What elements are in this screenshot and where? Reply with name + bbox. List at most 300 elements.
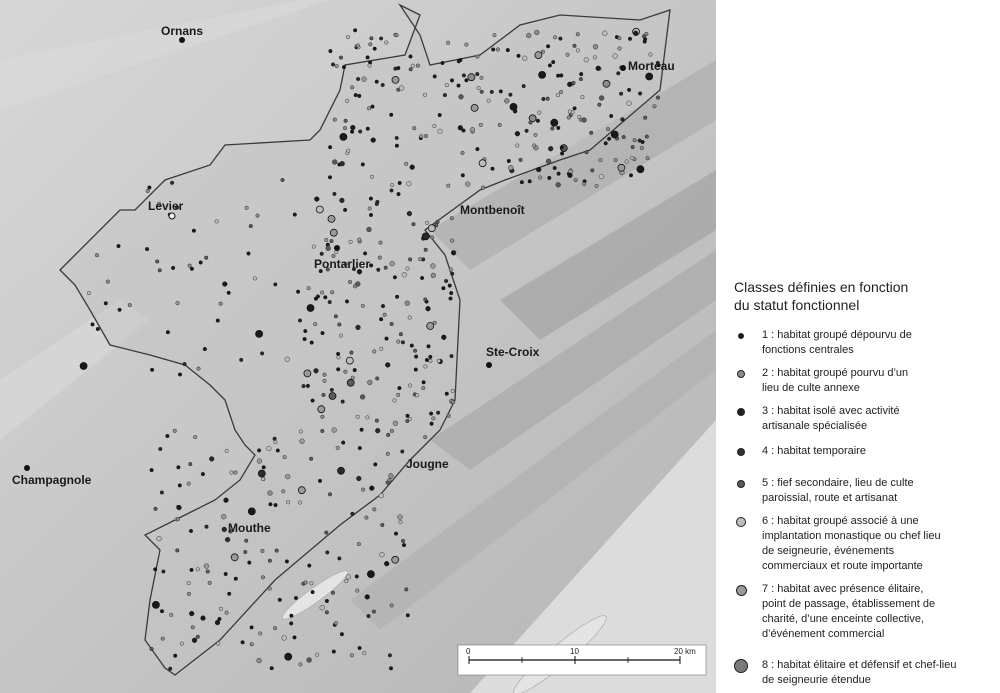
- settlement-dot: [584, 57, 589, 62]
- settlement-dot: [225, 449, 229, 453]
- settlement-dot: [312, 245, 316, 249]
- settlement-dot: [401, 539, 405, 543]
- settlement-dot: [298, 501, 302, 505]
- settlement-dot: [450, 272, 454, 276]
- settlement-dot: [366, 127, 370, 131]
- settlement-dot: [381, 83, 385, 87]
- settlement-dot: [576, 49, 580, 53]
- settlement-dot: [257, 658, 262, 663]
- town-label-levier: Levier: [148, 199, 184, 213]
- settlement-dot: [630, 156, 634, 160]
- settlement-dot: [366, 416, 370, 420]
- settlement-dot: [351, 512, 355, 516]
- settlement-dot: [416, 64, 420, 68]
- settlement-dot: [385, 337, 389, 341]
- settlement-dot: [356, 77, 360, 81]
- settlement-dot: [368, 64, 372, 68]
- settlement-dot: [365, 595, 370, 600]
- settlement-dot: [465, 182, 470, 187]
- settlement-dot: [449, 297, 453, 301]
- scale-label-10: 10: [570, 647, 579, 656]
- settlement-dot: [346, 35, 350, 39]
- settlement-dot: [340, 161, 345, 166]
- legend-text-class-8: de seigneurie étendue: [762, 674, 871, 686]
- settlement-dot: [104, 302, 108, 306]
- settlement-dot: [153, 568, 157, 572]
- legend-title-line-1: Classes définies en fonction: [734, 279, 909, 295]
- settlement-dot: [166, 434, 170, 438]
- settlement-dot: [320, 291, 324, 295]
- settlement-dot: [187, 581, 191, 585]
- settlement-dot: [329, 393, 336, 400]
- settlement-dot: [606, 127, 610, 131]
- settlement-dot: [370, 37, 374, 41]
- settlement-dot: [325, 531, 329, 535]
- settlement-dot: [247, 252, 251, 256]
- settlement-dot: [437, 359, 441, 363]
- settlement-dot: [309, 457, 313, 461]
- legend-text-class-5: paroissial, route et artisanat: [762, 492, 898, 504]
- settlement-dot: [528, 180, 532, 184]
- settlement-dot: [155, 260, 159, 264]
- legend-symbol-class-3: [734, 404, 754, 420]
- settlement-dot: [399, 332, 403, 336]
- settlement-dot: [157, 536, 162, 541]
- settlement-dot: [556, 93, 560, 97]
- legend-text-class-7: charité, d’une enceinte collective,: [762, 613, 925, 625]
- town-label-mouthe: Mouthe: [228, 521, 271, 535]
- settlement-dot: [413, 349, 417, 353]
- settlement-dot: [91, 323, 95, 327]
- settlement-dot: [378, 256, 382, 260]
- settlement-dot: [379, 493, 384, 498]
- settlement-dot: [509, 93, 513, 97]
- town-label-pontarlier: Pontarlier: [314, 257, 371, 271]
- settlement-dot: [373, 47, 377, 51]
- settlement-dot: [302, 384, 306, 388]
- settlement-dot: [567, 116, 571, 120]
- settlement-dot: [450, 239, 454, 243]
- settlement-dot: [457, 84, 461, 88]
- settlement-dot: [429, 412, 433, 416]
- settlement-dot: [341, 400, 345, 404]
- settlement-dot: [326, 246, 331, 251]
- settlement-dot: [526, 33, 531, 38]
- settlement-dot: [462, 74, 466, 78]
- settlement-dot: [557, 126, 561, 130]
- settlement-dot: [418, 257, 422, 261]
- settlement-dot: [320, 605, 325, 610]
- scale-label-0: 0: [466, 647, 471, 656]
- settlement-dot: [330, 388, 334, 392]
- settlement-dot: [560, 74, 564, 78]
- settlement-dot: [358, 94, 362, 98]
- settlement-dot: [328, 493, 332, 497]
- settlement-dot: [490, 90, 494, 94]
- town-morteau: [620, 59, 675, 73]
- settlement-dot: [599, 174, 604, 179]
- legend-text-class-6: 6 : habitat groupé associé à une: [762, 515, 919, 527]
- settlement-dot: [345, 99, 349, 103]
- settlement-dot: [244, 550, 248, 554]
- settlement-dot: [307, 286, 311, 290]
- settlement-dot: [318, 479, 322, 483]
- settlement-dot: [330, 229, 337, 236]
- legend-title-line-2: du statut fonctionnel: [734, 297, 860, 313]
- settlement-dot: [389, 113, 393, 117]
- settlement-dot: [394, 532, 398, 536]
- settlement-dot: [499, 90, 503, 94]
- settlement-dot: [178, 484, 182, 488]
- settlement-dot: [383, 313, 387, 317]
- legend-text-class-7: 7 : habitat avec présence élitaire,: [762, 583, 924, 595]
- settlement-dot: [367, 227, 372, 232]
- settlement-dot: [80, 363, 87, 370]
- settlement-dot: [433, 124, 437, 128]
- settlement-dot: [618, 36, 622, 40]
- settlement-dot: [546, 97, 550, 101]
- settlement-dot: [384, 266, 388, 270]
- settlement-dot: [404, 162, 408, 166]
- settlement-dot: [408, 417, 412, 421]
- settlement-dot: [177, 466, 181, 470]
- settlement-dot: [334, 315, 338, 319]
- settlement-dot: [326, 551, 330, 555]
- settlement-dot: [583, 182, 587, 186]
- settlement-dot: [215, 620, 220, 625]
- settlement-dot: [379, 241, 383, 245]
- settlement-dot: [367, 614, 371, 618]
- settlement-dot: [432, 417, 436, 421]
- settlement-dot: [566, 53, 570, 57]
- settlement-dot: [250, 626, 254, 630]
- settlement-dot: [298, 319, 302, 323]
- town-mouthe: [228, 521, 271, 535]
- settlement-dot: [611, 131, 618, 138]
- settlement-dot: [322, 393, 326, 397]
- settlement-dot: [373, 508, 377, 512]
- settlement-dot: [261, 549, 265, 553]
- settlement-dot: [219, 302, 223, 306]
- settlement-dot: [438, 129, 443, 134]
- settlement-dot: [293, 213, 297, 217]
- settlement-dot: [368, 207, 372, 211]
- settlement-dot: [257, 449, 261, 453]
- town-label-montbenoit: Montbenoît: [460, 203, 525, 217]
- legend-item-class-3: [734, 404, 900, 434]
- settlement-dot: [241, 641, 245, 645]
- settlement-dot: [424, 248, 428, 252]
- settlement-dot: [573, 107, 577, 111]
- settlement-dot: [152, 601, 159, 608]
- settlement-dot: [508, 165, 513, 170]
- settlement-dot: [266, 446, 271, 451]
- settlement-dot: [162, 570, 166, 574]
- settlement-dot: [445, 392, 449, 396]
- settlement-dot: [222, 527, 227, 532]
- settlement-dot: [269, 503, 273, 507]
- settlement-dot: [436, 220, 440, 224]
- settlement-dot: [493, 33, 497, 37]
- settlement-dot: [534, 133, 538, 137]
- settlement-dot: [401, 450, 405, 454]
- settlement-dot: [361, 488, 365, 492]
- settlement-dot: [330, 239, 334, 243]
- settlement-dot: [392, 76, 399, 83]
- settlement-dot: [268, 587, 272, 591]
- settlement-dot: [371, 105, 375, 109]
- settlement-dot: [356, 325, 361, 330]
- settlement-dot: [176, 301, 180, 305]
- settlement-dot: [448, 284, 452, 288]
- settlement-dot: [366, 56, 370, 60]
- settlement-dot: [649, 53, 653, 57]
- settlement-dot: [369, 486, 374, 491]
- settlement-dot: [373, 350, 377, 354]
- settlement-dot: [183, 362, 187, 366]
- legend-symbol-class-2: [734, 366, 754, 382]
- town-label-champagnole: Champagnole: [12, 473, 92, 487]
- settlement-dot: [425, 358, 429, 362]
- settlement-dot: [154, 507, 158, 511]
- settlement-dot: [337, 356, 341, 360]
- legend-symbol-class-1: [734, 328, 754, 344]
- settlement-dot: [423, 435, 427, 439]
- settlement-dot: [87, 291, 91, 295]
- town-label-ste-croix: Ste-Croix: [486, 345, 540, 359]
- settlement-dot: [642, 34, 646, 38]
- settlement-dot: [323, 379, 327, 383]
- settlement-dot: [209, 457, 214, 462]
- settlement-dot: [281, 178, 285, 182]
- town-label-morteau: Morteau: [628, 59, 675, 73]
- settlement-dot: [303, 337, 307, 341]
- settlement-dot: [161, 637, 165, 641]
- settlement-dot: [311, 590, 315, 594]
- settlement-dot: [307, 305, 314, 312]
- settlement-dot: [379, 317, 383, 321]
- settlement-dot: [274, 440, 278, 444]
- settlement-dot: [234, 577, 238, 581]
- settlement-dot: [582, 118, 587, 123]
- settlement-dot: [224, 572, 228, 576]
- legend-text-class-7: d’événement commercial: [762, 628, 885, 640]
- settlement-dot: [388, 478, 392, 482]
- settlement-dot: [405, 588, 409, 592]
- settlement-dot: [629, 174, 633, 178]
- settlement-dot: [168, 667, 172, 671]
- settlement-dot: [398, 181, 402, 185]
- settlement-dot: [390, 183, 394, 187]
- settlement-dot: [402, 543, 406, 547]
- legend-title: [734, 278, 994, 314]
- settlement-dot: [336, 352, 340, 356]
- legend-text-class-5: 5 : fief secondaire, lieu de culte: [762, 477, 914, 489]
- settlement-dot: [477, 86, 481, 90]
- settlement-dot: [390, 429, 394, 433]
- settlement-dot: [447, 414, 451, 418]
- settlement-dot: [476, 147, 480, 151]
- settlement-dot: [225, 611, 229, 615]
- settlement-dot: [548, 176, 552, 180]
- settlement-dot: [559, 90, 563, 94]
- settlement-dot: [579, 77, 583, 81]
- settlement-dot: [406, 267, 410, 271]
- settlement-dot: [160, 491, 164, 495]
- settlement-dot: [574, 178, 578, 182]
- settlement-dot: [250, 643, 254, 647]
- settlement-dot: [441, 61, 445, 65]
- settlement-dot: [196, 635, 200, 639]
- settlement-dot: [334, 621, 338, 625]
- settlement-dot: [431, 273, 436, 278]
- settlement-dot: [259, 632, 263, 636]
- settlement-dot: [444, 279, 448, 283]
- legend-text-class-8: 8 : habitat élitaire et défensif et chef-lieu: [762, 659, 957, 671]
- legend-text-class-3: 3 : habitat isolé avec activité: [762, 405, 900, 417]
- settlement-dot: [535, 52, 542, 59]
- settlement-dot: [282, 490, 286, 494]
- settlement-dot: [397, 192, 401, 196]
- settlement-dot: [607, 137, 611, 141]
- settlement-dot: [390, 261, 395, 266]
- legend-text-class-1: 1 : habitat groupé dépourvu de: [762, 329, 912, 341]
- settlement-dot: [375, 80, 379, 84]
- settlement-dot: [338, 323, 342, 327]
- settlement-dot: [461, 174, 465, 178]
- settlement-dot: [328, 176, 332, 180]
- settlement-dot: [646, 156, 650, 160]
- settlement-dot: [358, 446, 362, 450]
- settlement-dot: [199, 261, 203, 265]
- settlement-dot: [350, 86, 354, 90]
- settlement-dot: [328, 145, 332, 149]
- settlement-dot: [392, 556, 399, 563]
- settlement-dot: [205, 525, 209, 529]
- settlement-dot: [522, 56, 527, 61]
- settlement-dot: [310, 582, 314, 586]
- settlement-dot: [192, 229, 196, 233]
- settlement-dot: [262, 466, 266, 470]
- settlement-dot: [256, 330, 263, 337]
- settlement-dot: [433, 75, 437, 79]
- settlement-dot: [593, 44, 598, 49]
- legend-symbol-class-6: [734, 514, 754, 530]
- legend-item-class-5: [734, 476, 914, 506]
- settlement-dot: [350, 125, 355, 130]
- settlement-dot: [589, 131, 593, 135]
- settlement-dot: [206, 570, 210, 574]
- settlement-dot: [261, 576, 265, 580]
- settlement-dot: [542, 97, 546, 101]
- settlement-dot: [128, 303, 132, 307]
- settlement-dot: [395, 136, 399, 140]
- settlement-dot: [268, 559, 272, 563]
- settlement-dot: [377, 268, 381, 272]
- settlement-dot: [398, 515, 403, 520]
- settlement-dot: [308, 564, 312, 568]
- settlement-dot: [367, 107, 371, 111]
- settlement-dot: [471, 104, 478, 111]
- settlement-dot: [567, 82, 572, 87]
- settlement-dot: [438, 113, 442, 117]
- settlement-dot: [568, 173, 573, 178]
- settlement-dot: [249, 224, 253, 228]
- settlement-dot: [227, 592, 231, 596]
- settlement-dot: [395, 144, 399, 148]
- legend-symbol-class-4: [734, 444, 754, 460]
- settlement-dot: [397, 340, 401, 344]
- settlement-dot: [581, 95, 585, 99]
- settlement-dot: [344, 119, 348, 123]
- settlement-dot: [357, 542, 361, 546]
- settlement-dot: [316, 295, 320, 299]
- settlement-dot: [411, 64, 415, 68]
- town-label-ornans: Ornans: [161, 24, 204, 38]
- settlement-dot: [614, 158, 618, 162]
- settlement-dot: [425, 221, 429, 225]
- settlement-dot: [409, 55, 413, 59]
- settlement-dot: [274, 283, 278, 287]
- settlement-dot: [539, 71, 546, 78]
- settlement-dot: [356, 44, 360, 48]
- settlement-dot: [362, 77, 367, 82]
- settlement-dot: [412, 222, 416, 226]
- settlement-dot: [560, 146, 564, 150]
- settlement-dot: [604, 142, 608, 146]
- legend-symbol-class-5: [734, 476, 754, 492]
- settlement-dot: [393, 399, 397, 403]
- settlement-dot: [510, 103, 517, 110]
- settlement-dot: [429, 359, 433, 363]
- settlement-dot: [428, 225, 435, 232]
- settlement-dot: [332, 160, 337, 165]
- settlement-dot: [519, 158, 523, 162]
- settlement-dot: [637, 166, 644, 173]
- settlement-dot: [548, 64, 552, 68]
- settlement-dot: [517, 54, 521, 58]
- settlement-dot: [340, 632, 344, 636]
- settlement-dot: [599, 158, 603, 162]
- settlement-dot: [572, 81, 576, 85]
- legend-text-class-6: de seigneurie, événements: [762, 545, 895, 557]
- settlement-dot: [394, 67, 398, 71]
- settlement-dot: [496, 48, 500, 52]
- settlement-dot: [331, 591, 335, 595]
- settlement-dot: [331, 63, 335, 67]
- settlement-dot: [170, 181, 174, 185]
- settlement-dot: [380, 552, 385, 557]
- settlement-dot: [178, 373, 182, 377]
- settlement-dot: [480, 76, 484, 80]
- settlement-dot: [534, 30, 539, 35]
- settlement-dot: [330, 291, 334, 295]
- settlement-dot: [479, 123, 483, 127]
- legend-text-class-2: lieu de culte annexe: [762, 382, 860, 394]
- settlement-dot: [95, 253, 99, 257]
- legend-text-class-7: point de passage, établissement de: [762, 598, 936, 610]
- settlement-dot: [221, 514, 226, 519]
- settlement-dot: [367, 571, 374, 578]
- settlement-dot: [625, 160, 629, 164]
- settlement-dot: [386, 433, 390, 437]
- settlement-dot: [406, 414, 410, 418]
- settlement-dot: [336, 446, 340, 450]
- settlement-dot: [256, 214, 260, 218]
- settlement-dot: [276, 449, 280, 453]
- settlement-dot: [333, 118, 337, 122]
- settlement-dot: [374, 463, 378, 467]
